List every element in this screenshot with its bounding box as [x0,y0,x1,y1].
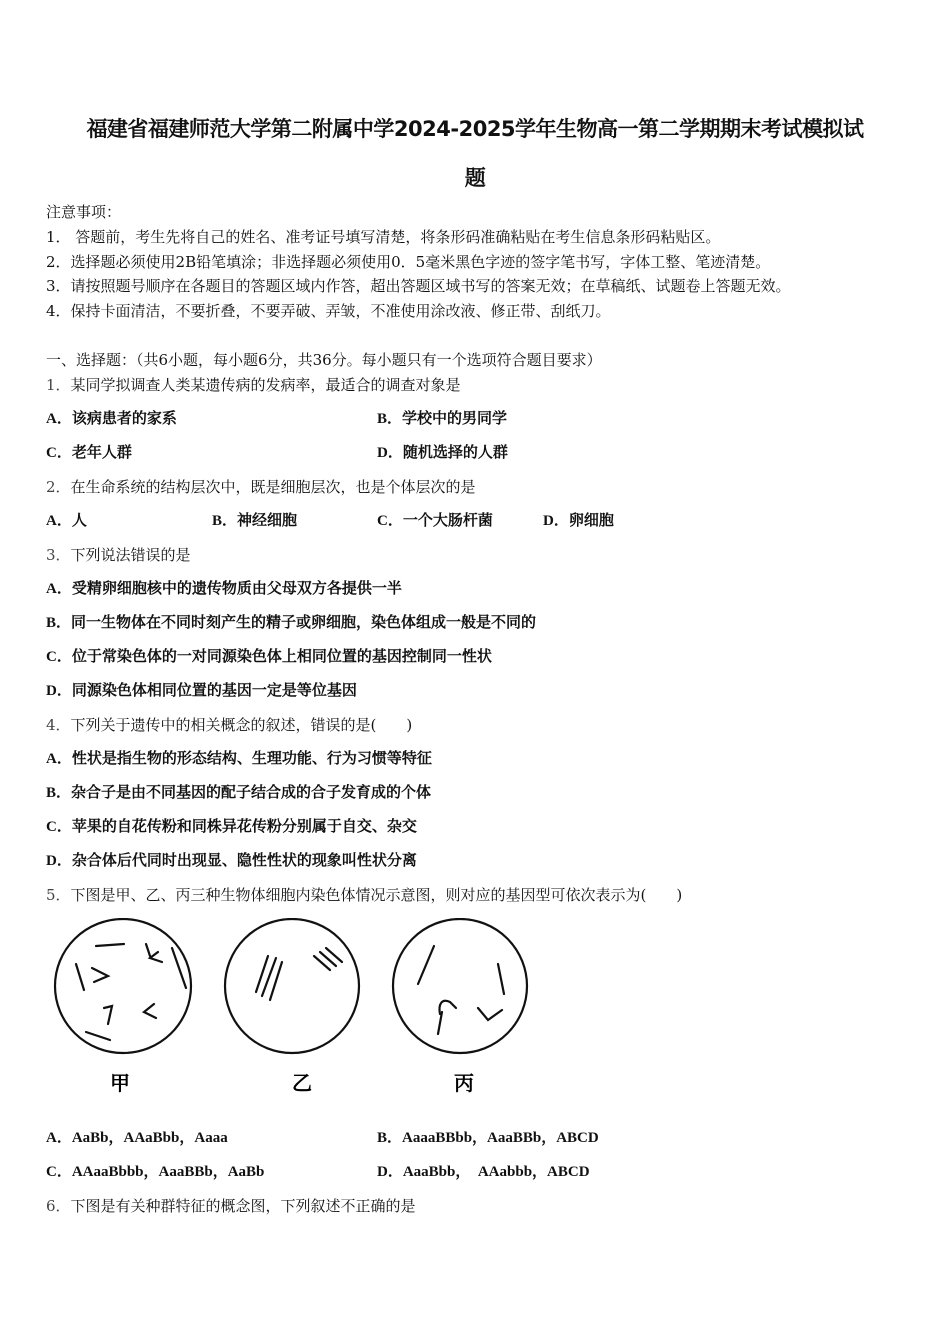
cell-bing [393,919,527,1053]
question-number: 5． [46,886,71,904]
q2-option-d: D．卵细胞 [543,513,614,529]
q2-option-b: B．神经细胞 [212,513,298,529]
notice-item-3: 3．请按照题号顺序在各题目的答题区域内作答，超出答题区域书写的答案无效；在草稿纸、试题卷上答题无效。 [46,277,791,295]
q4-option-d: D．杂合体后代同时出现显、隐性性状的现象叫性状分离 [46,853,417,869]
q1-option-d: D．随机选择的人群 [377,445,508,461]
question-number: 1． [46,376,71,394]
question-1 [46,375,461,395]
section-heading: 一、选择题：（共6小题，每小题6分，共36分。每小题只有一个选项符合题目要求） [46,351,602,369]
question-stem: 下图是甲、乙、丙三种生物体细胞内染色体情况示意图，则对应的基因型可依次表示为( ) [70,886,683,904]
question-number: 6． [46,1197,71,1215]
q2-option-c: C．一个大肠杆菌 [377,513,493,529]
q4-option-a: A．性状是指生物的形态结构、生理功能、行为习惯等特征 [46,751,432,767]
question-2 [46,477,476,497]
q5-option-d: D．AaaBbb， AAabbb，ABCD [377,1164,590,1180]
notice-item-1: 1． 答题前，考生先将自己的姓名、准考证号填写清楚，将条形码准确粘贴在考生信息条形码粘贴区。 [46,228,721,246]
figure-label-jia: 甲 [110,1071,130,1095]
q5-option-b: B．AaaaBBbb，AaaBBb，ABCD [377,1130,599,1146]
question-stem: 下列说法错误的是 [70,546,191,564]
q1-option-c: C．老年人群 [46,445,132,461]
question-3 [46,545,191,565]
notice-item-4: 4．保持卡面清洁，不要折叠，不要弄破、弄皱，不准使用涂改液、修正带、刮纸刀。 [46,302,611,320]
question-stem: 某同学拟调查人类某遗传病的发病率，最适合的调查对象是 [70,376,461,394]
question-number: 3． [46,546,71,564]
question-stem: 下列关于遗传中的相关概念的叙述，错误的是( ) [70,716,413,734]
notice-item-2: 2．选择题必须使用2B铅笔填涂；非选择题必须使用0．5毫米黑色字迹的签字笔书写，字体工整、笔迹清楚。 [46,253,771,271]
q4-option-b: B．杂合子是由不同基因的配子结合成的合子发育成的个体 [46,785,432,801]
q1-option-b: B．学校中的男同学 [377,411,508,427]
q2-option-a: A．人 [46,513,87,529]
page-title-line2: 题 [464,166,486,190]
figure-label-yi: 乙 [292,1071,312,1095]
q5-option-a: A．AaBb，AAaBbb，Aaaa [46,1130,228,1146]
question-4 [46,715,412,735]
notice-heading: 注意事项： [46,203,122,221]
question-number: 4． [46,716,71,734]
figure-label-bing: 丙 [454,1071,474,1095]
cell-jia [55,919,191,1053]
chromosome-figure [46,918,546,1098]
question-stem: 在生命系统的结构层次中，既是细胞层次，也是个体层次的是 [70,478,476,496]
q1-option-a: A．该病患者的家系 [46,411,177,427]
q3-option-a: A．受精卵细胞核中的遗传物质由父母双方各提供一半 [46,581,402,597]
q3-option-c: C．位于常染色体的一对同源染色体上相同位置的基因控制同一性状 [46,649,492,665]
question-6 [46,1196,416,1216]
question-number: 2． [46,478,71,496]
q3-option-b: B．同一生物体在不同时刻产生的精子或卵细胞，染色体组成一般是不同的 [46,615,537,631]
cell-yi [225,919,359,1053]
q4-option-c: C．苹果的自花传粉和同株异花传粉分别属于自交、杂交 [46,819,417,835]
page-title-line1: 福建省福建师范大学第二附属中学2024-2025学年生物高一第二学期期末考试模拟试 [86,117,864,141]
question-stem: 下图是有关种群特征的概念图，下列叙述不正确的是 [70,1197,416,1215]
question-5 [46,885,682,905]
q5-option-c: C．AAaaBbbb，AaaBBb，AaBb [46,1164,265,1180]
q3-option-d: D．同源染色体相同位置的基因一定是等位基因 [46,683,357,699]
